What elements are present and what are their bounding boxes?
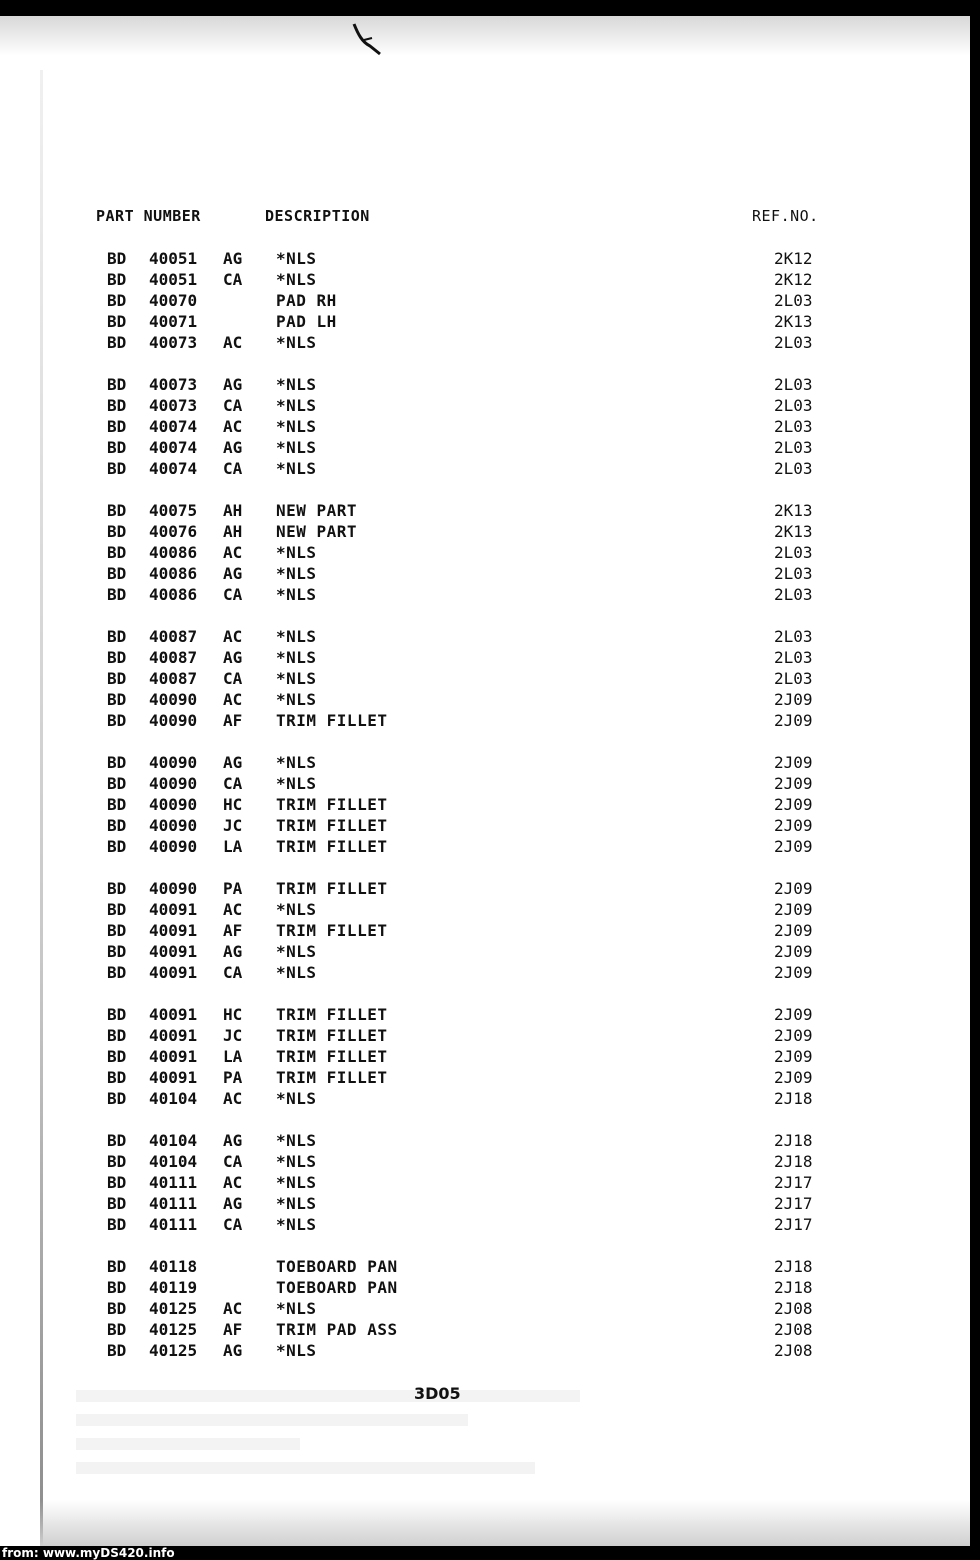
part-row: [0, 1172, 980, 1193]
part-number: 40118: [149, 1257, 198, 1276]
part-row: [0, 1277, 980, 1298]
part-suffix: CA: [223, 585, 243, 604]
part-ref-no: 2J18: [774, 1152, 813, 1171]
part-description: PAD RH: [276, 291, 337, 310]
part-description: TRIM FILLET: [276, 1068, 388, 1087]
part-suffix: LA: [223, 837, 243, 856]
parts-group: [0, 500, 980, 605]
part-ref-no: 2J09: [774, 816, 813, 835]
part-suffix: AH: [223, 522, 243, 541]
part-row: [0, 689, 980, 710]
scan-top-shadow: [0, 16, 980, 56]
part-prefix: BD: [107, 627, 127, 646]
part-row: [0, 626, 980, 647]
part-number: 40086: [149, 543, 198, 562]
part-row: [0, 941, 980, 962]
part-prefix: BD: [107, 501, 127, 520]
part-description: *NLS: [276, 333, 317, 352]
part-row: [0, 1298, 980, 1319]
part-prefix: BD: [107, 1257, 127, 1276]
part-suffix: AC: [223, 333, 243, 352]
part-ref-no: 2J18: [774, 1089, 813, 1108]
part-suffix: HC: [223, 795, 243, 814]
part-suffix: CA: [223, 669, 243, 688]
part-ref-no: 2K13: [774, 522, 813, 541]
part-prefix: BD: [107, 1278, 127, 1297]
part-prefix: BD: [107, 522, 127, 541]
part-row: [0, 1088, 980, 1109]
part-number: 40091: [149, 1026, 198, 1045]
part-prefix: BD: [107, 774, 127, 793]
part-suffix: AC: [223, 1299, 243, 1318]
part-description: TRIM FILLET: [276, 921, 388, 940]
part-number: 40125: [149, 1320, 198, 1339]
part-description: *NLS: [276, 648, 317, 667]
part-row: [0, 311, 980, 332]
part-number: 40091: [149, 963, 198, 982]
part-description: PAD LH: [276, 312, 337, 331]
part-prefix: BD: [107, 1005, 127, 1024]
part-suffix: AF: [223, 1320, 243, 1339]
part-description: *NLS: [276, 564, 317, 583]
part-row: [0, 1130, 980, 1151]
part-prefix: BD: [107, 1026, 127, 1045]
part-prefix: BD: [107, 963, 127, 982]
part-number: 40104: [149, 1152, 198, 1171]
part-ref-no: 2J09: [774, 942, 813, 961]
part-number: 40073: [149, 375, 198, 394]
part-number: 40111: [149, 1194, 198, 1213]
pen-mark-icon: [352, 20, 384, 56]
part-description: *NLS: [276, 774, 317, 793]
part-ref-no: 2L03: [774, 564, 813, 583]
part-description: TRIM FILLET: [276, 1005, 388, 1024]
part-prefix: BD: [107, 291, 127, 310]
part-number: 40071: [149, 312, 198, 331]
part-prefix: BD: [107, 1320, 127, 1339]
part-row: [0, 332, 980, 353]
part-ref-no: 2J17: [774, 1194, 813, 1213]
part-ref-no: 2J08: [774, 1320, 813, 1339]
part-description: *NLS: [276, 270, 317, 289]
column-header-description: DESCRIPTION: [265, 207, 370, 225]
part-prefix: BD: [107, 648, 127, 667]
part-prefix: BD: [107, 1131, 127, 1150]
part-suffix: AC: [223, 900, 243, 919]
part-suffix: PA: [223, 879, 243, 898]
part-suffix: AG: [223, 564, 243, 583]
part-suffix: CA: [223, 396, 243, 415]
part-suffix: AH: [223, 501, 243, 520]
part-number: 40090: [149, 690, 198, 709]
parts-group: [0, 1130, 980, 1235]
part-prefix: BD: [107, 900, 127, 919]
part-ref-no: 2J09: [774, 1026, 813, 1045]
part-suffix: AG: [223, 753, 243, 772]
part-number: 40074: [149, 459, 198, 478]
part-description: *NLS: [276, 753, 317, 772]
part-description: TRIM FILLET: [276, 1047, 388, 1066]
part-number: 40074: [149, 417, 198, 436]
part-ref-no: 2J17: [774, 1173, 813, 1192]
parts-group: [0, 878, 980, 983]
part-suffix: AG: [223, 249, 243, 268]
part-prefix: BD: [107, 438, 127, 457]
footer-source-url: from: www.myDS420.info: [2, 1546, 175, 1560]
part-ref-no: 2J18: [774, 1257, 813, 1276]
part-description: *NLS: [276, 417, 317, 436]
part-number: 40091: [149, 900, 198, 919]
part-row: [0, 395, 980, 416]
part-suffix: AC: [223, 627, 243, 646]
part-suffix: AC: [223, 690, 243, 709]
part-row: [0, 1193, 980, 1214]
part-suffix: CA: [223, 1215, 243, 1234]
part-description: NEW PART: [276, 522, 358, 541]
part-number: 40104: [149, 1089, 198, 1108]
part-ref-no: 2J09: [774, 774, 813, 793]
part-prefix: BD: [107, 1089, 127, 1108]
part-prefix: BD: [107, 1068, 127, 1087]
part-prefix: BD: [107, 396, 127, 415]
part-prefix: BD: [107, 585, 127, 604]
part-row: [0, 1214, 980, 1235]
part-ref-no: 2J09: [774, 900, 813, 919]
part-suffix: AG: [223, 648, 243, 667]
part-ref-no: 2J09: [774, 879, 813, 898]
part-row: [0, 500, 980, 521]
part-description: *NLS: [276, 900, 317, 919]
scan-top-border: [0, 0, 980, 16]
part-suffix: HC: [223, 1005, 243, 1024]
part-row: [0, 920, 980, 941]
part-row: [0, 710, 980, 731]
part-description: *NLS: [276, 585, 317, 604]
part-row: [0, 668, 980, 689]
part-number: 40090: [149, 837, 198, 856]
part-suffix: AG: [223, 438, 243, 457]
part-prefix: BD: [107, 837, 127, 856]
part-number: 40076: [149, 522, 198, 541]
part-number: 40111: [149, 1215, 198, 1234]
part-ref-no: 2L03: [774, 291, 813, 310]
part-description: *NLS: [276, 669, 317, 688]
part-description: *NLS: [276, 1131, 317, 1150]
part-row: [0, 1340, 980, 1361]
part-ref-no: 2L03: [774, 417, 813, 436]
part-number: 40104: [149, 1131, 198, 1150]
column-header-part-number: PART NUMBER: [96, 207, 201, 225]
part-number: 40070: [149, 291, 198, 310]
part-description: NEW PART: [276, 501, 358, 520]
part-prefix: BD: [107, 816, 127, 835]
part-prefix: BD: [107, 942, 127, 961]
part-number: 40090: [149, 711, 198, 730]
part-suffix: PA: [223, 1068, 243, 1087]
part-ref-no: 2J09: [774, 711, 813, 730]
part-number: 40125: [149, 1341, 198, 1360]
part-description: *NLS: [276, 249, 317, 268]
part-suffix: AC: [223, 543, 243, 562]
part-suffix: AG: [223, 1341, 243, 1360]
part-prefix: BD: [107, 564, 127, 583]
part-suffix: CA: [223, 270, 243, 289]
part-prefix: BD: [107, 795, 127, 814]
part-number: 40074: [149, 438, 198, 457]
part-ref-no: 2K13: [774, 501, 813, 520]
part-number: 40119: [149, 1278, 198, 1297]
column-header-ref-no: REF.NO.: [752, 207, 819, 225]
part-ref-no: 2L03: [774, 438, 813, 457]
part-prefix: BD: [107, 1215, 127, 1234]
part-prefix: BD: [107, 249, 127, 268]
part-ref-no: 2K12: [774, 249, 813, 268]
part-ref-no: 2K13: [774, 312, 813, 331]
part-suffix: AC: [223, 417, 243, 436]
part-suffix: AG: [223, 942, 243, 961]
part-prefix: BD: [107, 690, 127, 709]
part-row: [0, 269, 980, 290]
part-ref-no: 2L03: [774, 585, 813, 604]
part-ref-no: 2L03: [774, 648, 813, 667]
part-row: [0, 752, 980, 773]
part-ref-no: 2J09: [774, 963, 813, 982]
part-number: 40125: [149, 1299, 198, 1318]
part-number: 40091: [149, 942, 198, 961]
part-row: [0, 248, 980, 269]
part-suffix: CA: [223, 963, 243, 982]
part-ref-no: 2J18: [774, 1278, 813, 1297]
part-row: [0, 290, 980, 311]
part-description: *NLS: [276, 396, 317, 415]
part-number: 40090: [149, 774, 198, 793]
page-code: 3D05: [414, 1384, 461, 1403]
part-number: 40073: [149, 396, 198, 415]
part-suffix: AF: [223, 921, 243, 940]
part-description: TOEBOARD PAN: [276, 1257, 398, 1276]
part-suffix: AF: [223, 711, 243, 730]
part-number: 40087: [149, 669, 198, 688]
part-ref-no: 2J09: [774, 753, 813, 772]
part-prefix: BD: [107, 1152, 127, 1171]
part-number: 40090: [149, 816, 198, 835]
part-ref-no: 2J09: [774, 795, 813, 814]
part-prefix: BD: [107, 543, 127, 562]
part-row: [0, 584, 980, 605]
part-ref-no: 2J08: [774, 1299, 813, 1318]
part-ref-no: 2J09: [774, 1068, 813, 1087]
part-row: [0, 416, 980, 437]
part-prefix: BD: [107, 879, 127, 898]
part-number: 40051: [149, 249, 198, 268]
part-row: [0, 1067, 980, 1088]
part-description: *NLS: [276, 690, 317, 709]
part-description: *NLS: [276, 942, 317, 961]
part-number: 40086: [149, 585, 198, 604]
part-description: *NLS: [276, 1152, 317, 1171]
part-row: [0, 563, 980, 584]
part-description: *NLS: [276, 459, 317, 478]
part-ref-no: 2J08: [774, 1341, 813, 1360]
part-prefix: BD: [107, 1173, 127, 1192]
part-number: 40091: [149, 1047, 198, 1066]
part-ref-no: 2L03: [774, 375, 813, 394]
part-row: [0, 374, 980, 395]
part-ref-no: 2K12: [774, 270, 813, 289]
part-prefix: BD: [107, 669, 127, 688]
part-description: *NLS: [276, 375, 317, 394]
part-row: [0, 647, 980, 668]
part-ref-no: 2J18: [774, 1131, 813, 1150]
part-number: 40090: [149, 753, 198, 772]
parts-group: [0, 752, 980, 857]
part-prefix: BD: [107, 711, 127, 730]
part-prefix: BD: [107, 1341, 127, 1360]
part-prefix: BD: [107, 312, 127, 331]
part-description: *NLS: [276, 1341, 317, 1360]
part-suffix: AG: [223, 1131, 243, 1150]
part-ref-no: 2L03: [774, 396, 813, 415]
part-description: TRIM FILLET: [276, 795, 388, 814]
part-description: *NLS: [276, 1173, 317, 1192]
part-ref-no: 2J09: [774, 837, 813, 856]
part-row: [0, 1004, 980, 1025]
part-row: [0, 962, 980, 983]
part-prefix: BD: [107, 1194, 127, 1213]
part-ref-no: 2L03: [774, 459, 813, 478]
part-suffix: CA: [223, 459, 243, 478]
parts-group: [0, 626, 980, 731]
part-prefix: BD: [107, 417, 127, 436]
part-row: [0, 1319, 980, 1340]
part-row: [0, 794, 980, 815]
part-description: TRIM FILLET: [276, 837, 388, 856]
part-prefix: BD: [107, 375, 127, 394]
part-row: [0, 773, 980, 794]
part-suffix: JC: [223, 1026, 243, 1045]
part-number: 40091: [149, 1068, 198, 1087]
part-row: [0, 878, 980, 899]
part-description: *NLS: [276, 543, 317, 562]
part-number: 40075: [149, 501, 198, 520]
part-ref-no: 2J17: [774, 1215, 813, 1234]
part-ref-no: 2L03: [774, 543, 813, 562]
part-suffix: LA: [223, 1047, 243, 1066]
part-description: TRIM FILLET: [276, 816, 388, 835]
part-number: 40090: [149, 795, 198, 814]
part-description: *NLS: [276, 627, 317, 646]
part-suffix: AC: [223, 1089, 243, 1108]
parts-list: [0, 248, 980, 1382]
part-description: *NLS: [276, 1299, 317, 1318]
part-ref-no: 2L03: [774, 627, 813, 646]
part-row: [0, 458, 980, 479]
part-suffix: AG: [223, 1194, 243, 1213]
part-number: 40051: [149, 270, 198, 289]
part-row: [0, 437, 980, 458]
part-row: [0, 899, 980, 920]
part-prefix: BD: [107, 270, 127, 289]
part-number: 40090: [149, 879, 198, 898]
part-description: TRIM PAD ASS: [276, 1320, 398, 1339]
part-description: TRIM FILLET: [276, 1026, 388, 1045]
part-ref-no: 2L03: [774, 669, 813, 688]
part-prefix: BD: [107, 1299, 127, 1318]
part-number: 40111: [149, 1173, 198, 1192]
part-prefix: BD: [107, 333, 127, 352]
part-description: TRIM FILLET: [276, 879, 388, 898]
part-description: *NLS: [276, 1194, 317, 1213]
part-row: [0, 815, 980, 836]
part-row: [0, 1025, 980, 1046]
part-prefix: BD: [107, 459, 127, 478]
part-ref-no: 2J09: [774, 921, 813, 940]
part-ref-no: 2L03: [774, 333, 813, 352]
part-row: [0, 1046, 980, 1067]
bleed-through-text: [76, 1390, 636, 1490]
part-row: [0, 836, 980, 857]
part-prefix: BD: [107, 1047, 127, 1066]
part-ref-no: 2J09: [774, 690, 813, 709]
scan-bottom-shade: [40, 1500, 970, 1546]
part-row: [0, 1151, 980, 1172]
part-description: *NLS: [276, 1215, 317, 1234]
parts-group: [0, 1256, 980, 1361]
part-suffix: CA: [223, 774, 243, 793]
part-description: TRIM FILLET: [276, 711, 388, 730]
part-description: *NLS: [276, 963, 317, 982]
part-number: 40087: [149, 648, 198, 667]
part-suffix: CA: [223, 1152, 243, 1171]
part-description: TOEBOARD PAN: [276, 1278, 398, 1297]
part-ref-no: 2J09: [774, 1047, 813, 1066]
part-suffix: JC: [223, 816, 243, 835]
part-prefix: BD: [107, 921, 127, 940]
part-number: 40073: [149, 333, 198, 352]
parts-group: [0, 1004, 980, 1109]
part-description: *NLS: [276, 438, 317, 457]
part-number: 40091: [149, 1005, 198, 1024]
part-ref-no: 2J09: [774, 1005, 813, 1024]
part-row: [0, 521, 980, 542]
part-suffix: AG: [223, 375, 243, 394]
part-row: [0, 542, 980, 563]
part-number: 40091: [149, 921, 198, 940]
parts-group: [0, 248, 980, 353]
parts-group: [0, 374, 980, 479]
part-prefix: BD: [107, 753, 127, 772]
part-number: 40087: [149, 627, 198, 646]
part-number: 40086: [149, 564, 198, 583]
part-description: *NLS: [276, 1089, 317, 1108]
part-row: [0, 1256, 980, 1277]
part-suffix: AC: [223, 1173, 243, 1192]
